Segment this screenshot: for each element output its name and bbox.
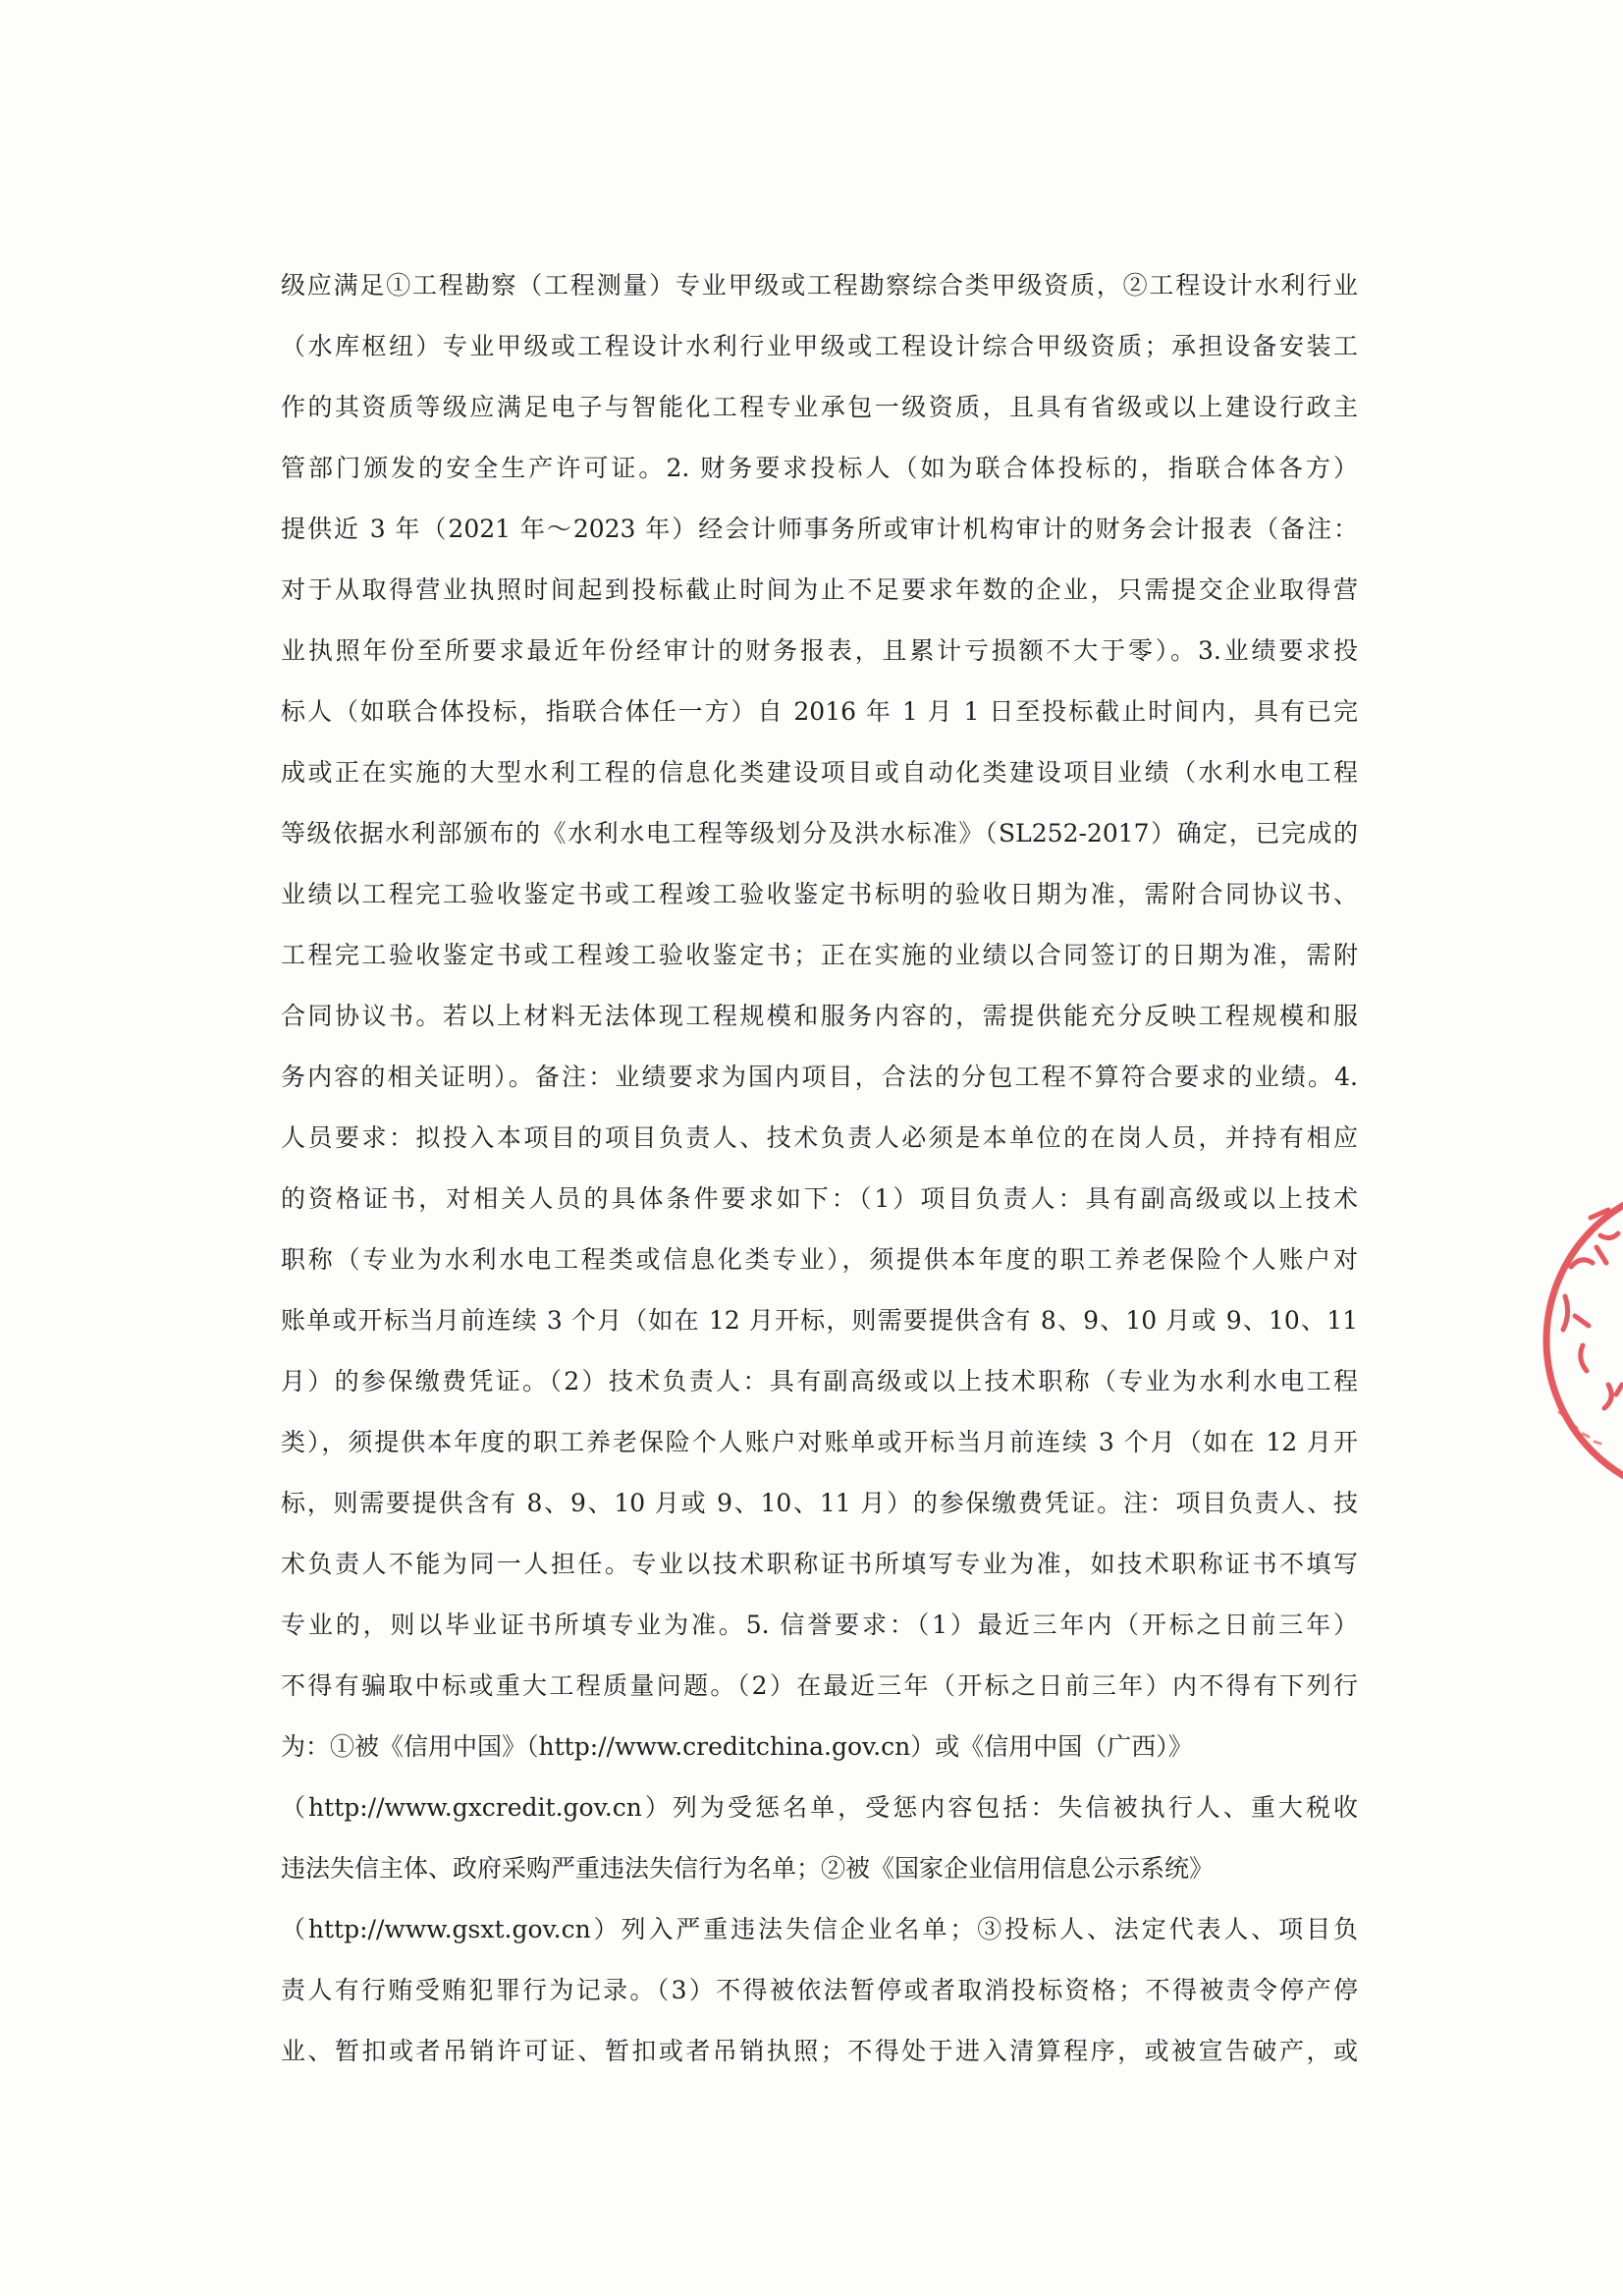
document-body: [281, 255, 1358, 2082]
text-line: 作的其资质等级应满足电子与智能化工程专业承包一级资质，且具有省级或以上建设行政主: [281, 393, 1358, 421]
text-line: 的资格证书，对相关人员的具体条件要求如下：（1）项目负责人：具有副高级或以上技术: [281, 1184, 1358, 1213]
text-line: （http://www.gxcredit.gov.cn）列为受惩名单，受惩内容包括：失信被执行人、重大税收: [281, 1793, 1358, 1822]
text-line: 业执照年份至所要求最近年份经审计的财务报表，且累计亏损额不大于零）。3.业绩要求投: [281, 636, 1358, 665]
text-line: 提供近 3 年（2021 年～2023 年）经会计师事务所或审计机构审计的财务会计报表（备注：: [281, 515, 1358, 543]
red-seal: [1532, 1149, 1623, 1522]
text-line: 为：①被《信用中国》（http://www.creditchina.gov.cn）或《信用中国（广西）》: [281, 1732, 1193, 1761]
text-line: 标人（如联合体投标，指联合体任一方）自 2016 年 1 月 1 日至投标截止时间内，具有已完: [281, 697, 1358, 726]
text-line: 级应满足①工程勘察（工程测量）专业甲级或工程勘察综合类甲级资质，②工程设计水利行业: [281, 271, 1358, 300]
text-line: 对于从取得营业执照时间起到投标截止时间为止不足要求年数的企业，只需提交企业取得营: [281, 575, 1358, 604]
text-line: 管部门颁发的安全生产许可证。2. 财务要求投标人（如为联合体投标的，指联合体各方）: [281, 454, 1358, 482]
text-line: （http://www.gsxt.gov.cn）列入严重违法失信企业名单；③投标人、法定代表人、项目负: [281, 1915, 1358, 1943]
text-line: 工程完工验收鉴定书或工程竣工验收鉴定书；正在实施的业绩以合同签订的日期为准，需附: [281, 941, 1358, 969]
text-line: 业绩以工程完工验收鉴定书或工程竣工验收鉴定书标明的验收日期为准，需附合同协议书、: [281, 880, 1358, 908]
text-line: 务内容的相关证明）。备注：业绩要求为国内项目，合法的分包工程不算符合要求的业绩。4.: [281, 1063, 1358, 1091]
text-line: 违法失信主体、政府采购严重违法失信行为名单；②被《国家企业信用信息公示系统》: [281, 1854, 1215, 1883]
text-line: 人员要求：拟投入本项目的项目负责人、技术负责人必须是本单位的在岗人员，并持有相应: [281, 1123, 1358, 1152]
text-line: 账单或开标当月前连续 3 个月（如在 12 月开标，则需要提供含有 8、9、10 月或 9、10、11: [281, 1306, 1358, 1335]
text-line: 术负责人不能为同一人担任。专业以技术职称证书所填写专业为准，如技术职称证书不填写: [281, 1550, 1358, 1578]
text-line: 合同协议书。若以上材料无法体现工程规模和服务内容的，需提供能充分反映工程规模和服: [281, 1002, 1358, 1030]
text-line: 成或正在实施的大型水利工程的信息化类建设项目或自动化类建设项目业绩（水利水电工程: [281, 758, 1358, 787]
text-line: 责人有行贿受贿犯罪行为记录。（3）不得被依法暂停或者取消投标资格；不得被责令停产停: [281, 1976, 1358, 2004]
text-line: 类），须提供本年度的职工养老保险个人账户对账单或开标当月前连续 3 个月（如在 12 月开: [281, 1428, 1358, 1456]
text-line: 月）的参保缴费凭证。（2）技术负责人：具有副高级或以上技术职称（专业为水利水电工程: [281, 1367, 1358, 1395]
text-line: 业、暂扣或者吊销许可证、暂扣或者吊销执照；不得处于进入清算程序，或被宣告破产，或: [281, 2037, 1358, 2065]
text-line: （水库枢纽）专业甲级或工程设计水利行业甲级或工程设计综合甲级资质；承担设备安装工: [281, 332, 1358, 360]
text-line: 等级依据水利部颁布的《水利水电工程等级划分及洪水标准》（SL252-2017）确定，已完成的: [281, 819, 1358, 847]
text-line: 专业的，则以毕业证书所填专业为准。5. 信誉要求：（1）最近三年内（开标之日前三年）: [281, 1611, 1358, 1639]
text-line: 标，则需要提供含有 8、9、10 月或 9、10、11 月）的参保缴费凭证。注：项目负责人、技: [281, 1489, 1358, 1517]
text-line: 职称（专业为水利水电工程类或信息化类专业），须提供本年度的职工养老保险个人账户对: [281, 1245, 1358, 1274]
text-line: 不得有骗取中标或重大工程质量问题。（2）在最近三年（开标之日前三年）内不得有下列行: [281, 1671, 1358, 1700]
